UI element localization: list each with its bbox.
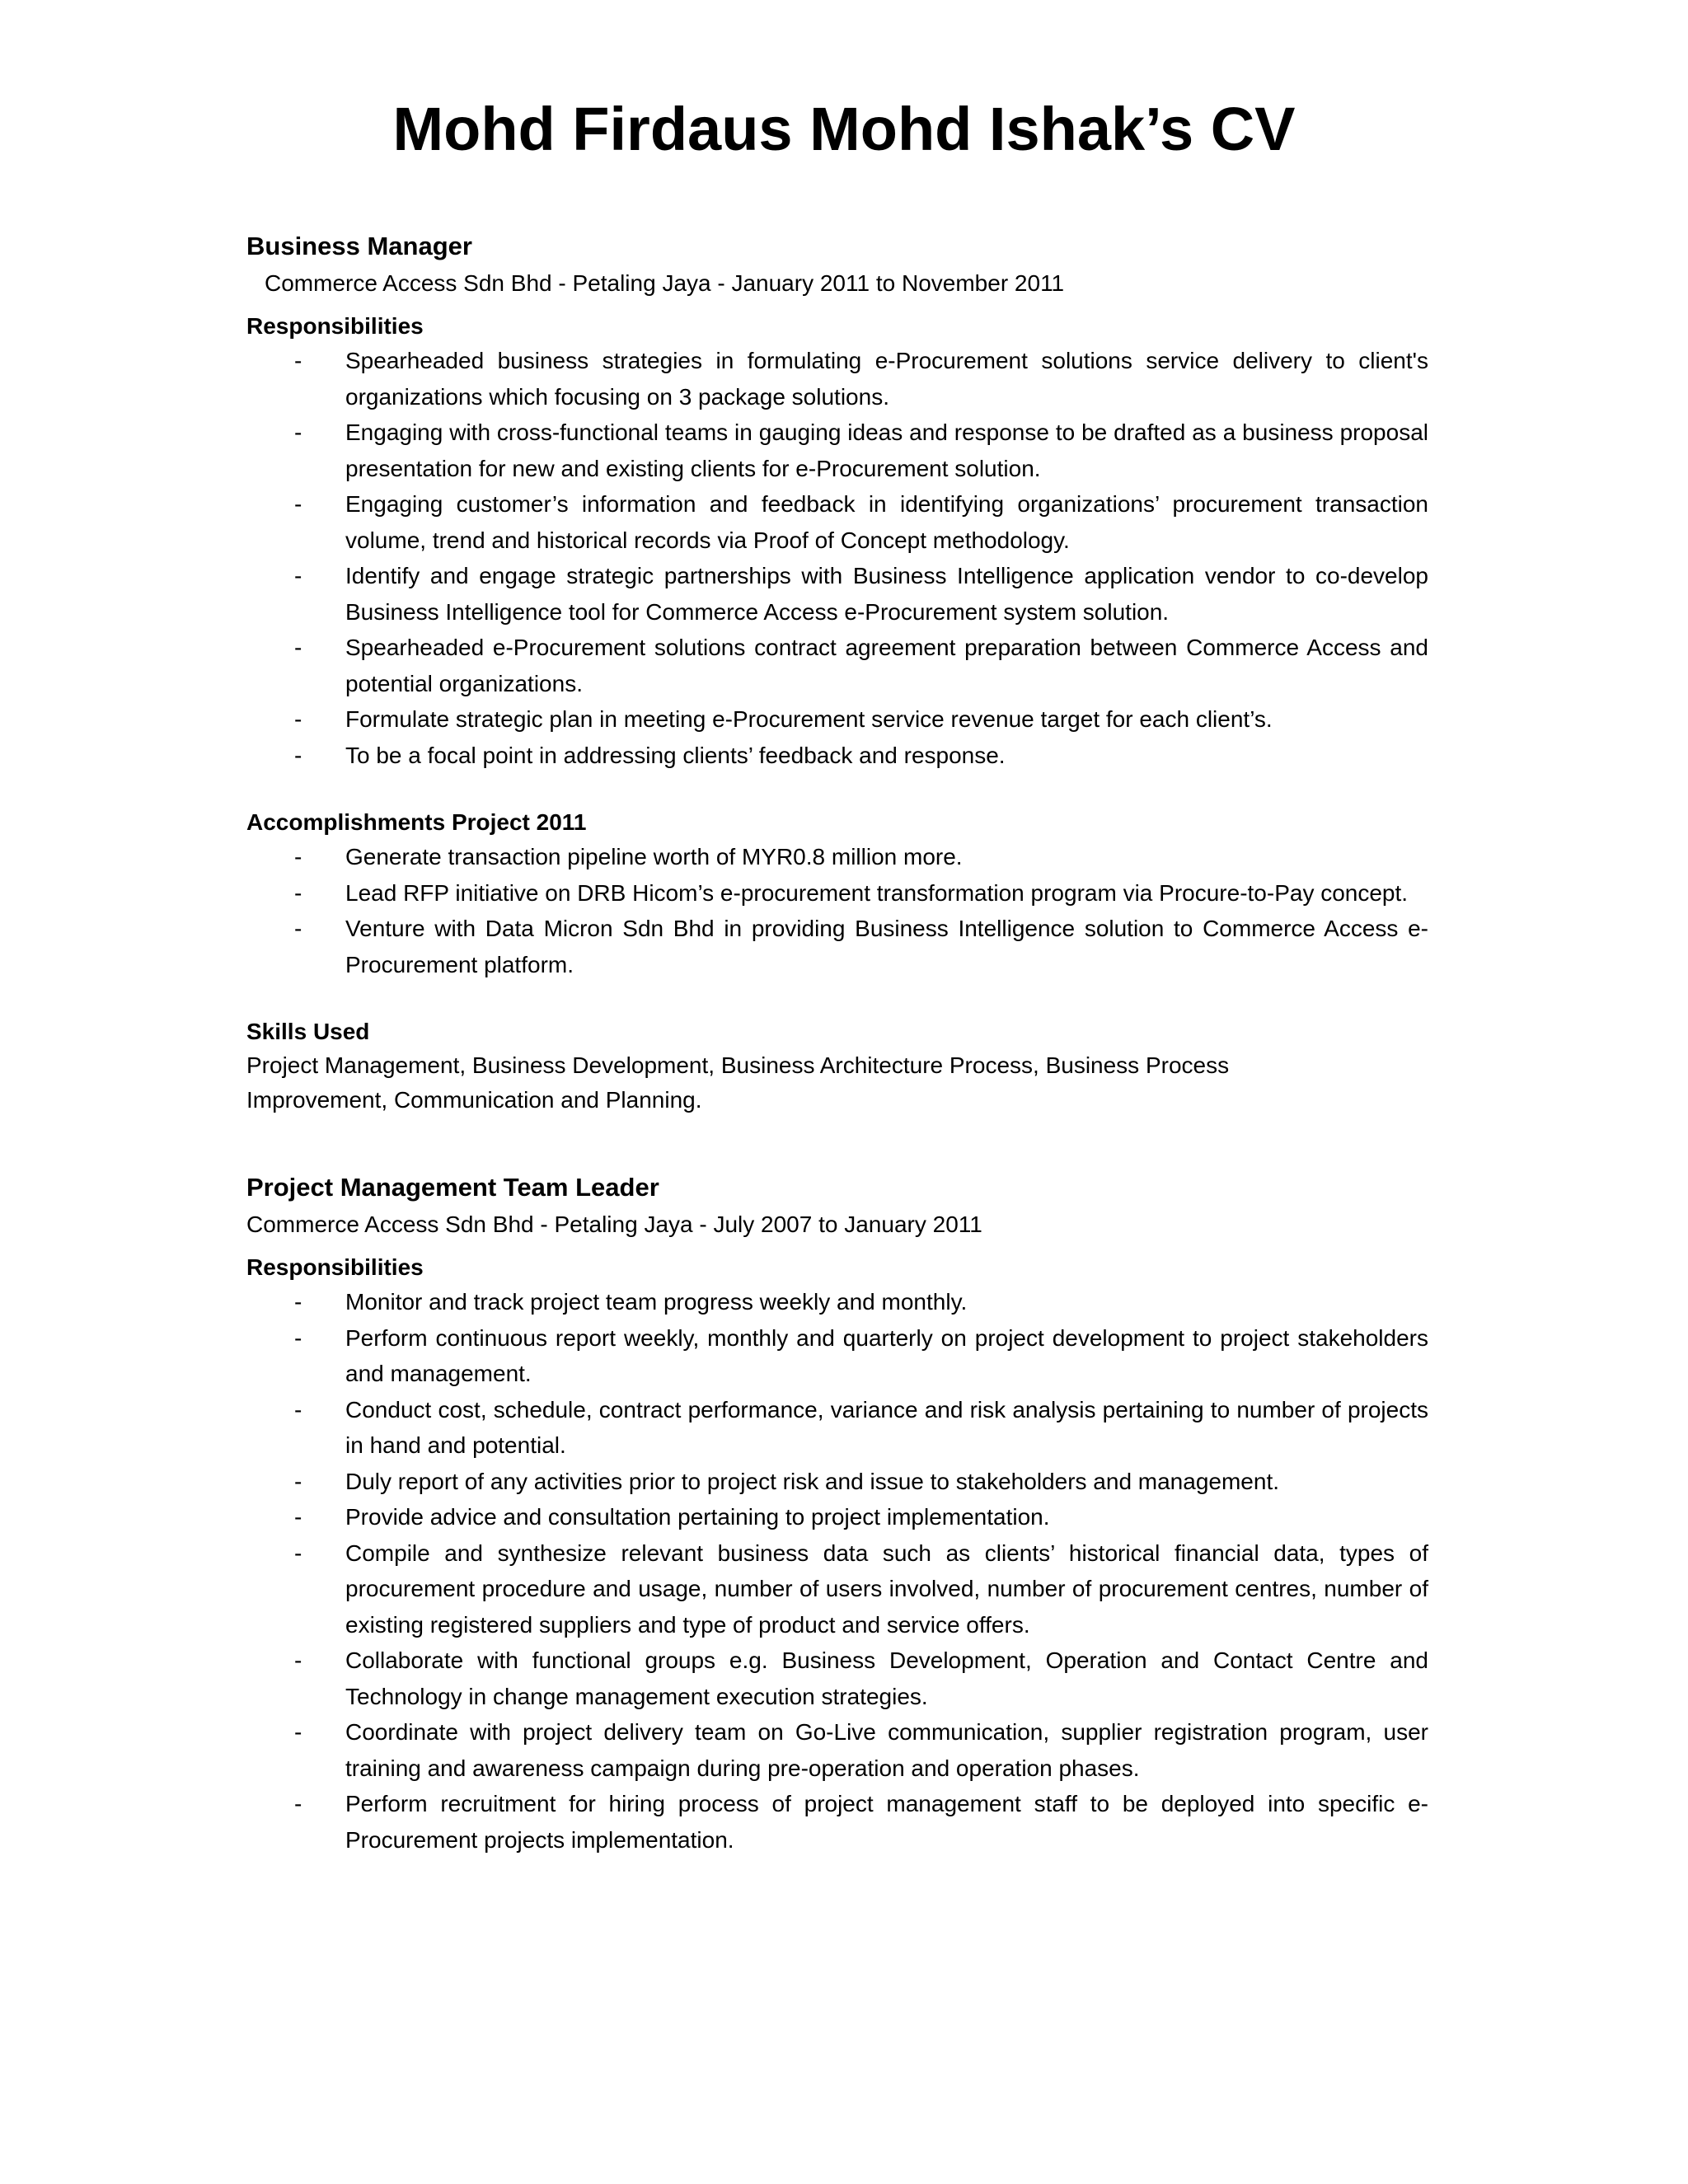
bullet-dash: -: [294, 844, 302, 869]
list-item-text: Monitor and track project team progress weekly and monthly.: [345, 1289, 968, 1315]
list-item: [246, 701, 1428, 738]
list-item: [246, 1392, 1428, 1464]
responsibilities-heading: Responsibilities: [246, 313, 424, 339]
bullet-dash: -: [294, 1647, 302, 1673]
bullet-dash: -: [294, 1289, 302, 1315]
skills-heading: Skills Used: [246, 1019, 370, 1044]
bullet-dash: -: [294, 1540, 302, 1566]
job-title: Project Management Team Leader: [246, 1173, 659, 1202]
list-item-text: Perform recruitment for hiring process of project management staff to be deployed into specific e-Procurement projects implementation.: [345, 1791, 1428, 1853]
bullet-dash: -: [294, 879, 302, 906]
bullet-dash: -: [294, 491, 302, 517]
bullet-dash: -: [294, 1468, 302, 1494]
list-item: [246, 911, 1428, 982]
job-business-manager: [246, 226, 1428, 1118]
list-item: [246, 875, 1428, 912]
bullet-dash: -: [294, 419, 302, 445]
bullet-dash: -: [294, 1504, 302, 1530]
list-item: [246, 1535, 1428, 1643]
list-item: [246, 839, 1428, 875]
list-item: [246, 1786, 1428, 1858]
bullet-dash: -: [294, 706, 302, 732]
job-meta: Commerce Access Sdn Bhd - Petaling Jaya - January 2011 to November 2011: [265, 270, 1065, 296]
list-item-text: Provide advice and consultation pertaining to project implementation.: [345, 1504, 1050, 1530]
list-item-text: Spearheaded e-Procurement solutions contract agreement preparation between Commerce Access and potential organizations.: [345, 635, 1428, 696]
list-item: [246, 1643, 1428, 1714]
list-item: [246, 558, 1428, 630]
list-item: [246, 1464, 1428, 1500]
list-item-text: Lead RFP initiative on DRB Hicom’s e-procurement transformation program via Procure-to-Pay concept.: [345, 879, 1409, 906]
list-item-text: Formulate strategic plan in meeting e-Procurement service revenue target for each client’s.: [345, 706, 1273, 732]
list-item-text: To be a focal point in addressing clients’ feedback and response.: [345, 742, 1006, 768]
list-item-text: Spearheaded business strategies in formulating e-Procurement solutions service delivery to client's organizations which focusing on 3 package solutions.: [345, 348, 1428, 410]
bullet-dash: -: [294, 1396, 302, 1422]
bullet-dash: -: [294, 1324, 302, 1351]
list-item: [246, 630, 1428, 701]
cv-title: Mohd Firdaus Mohd Ishak’s CV: [392, 95, 1296, 163]
list-item-text: Venture with Data Micron Sdn Bhd in providing Business Intelligence solution to Commerce Access e-Procurement platform.: [345, 916, 1428, 977]
bullet-dash: -: [294, 348, 302, 373]
list-item: [246, 1320, 1428, 1392]
list-item-text: Coordinate with project delivery team on Go-Live communication, supplier registration program, user training and awareness campaign during pre-operation and operation phases.: [345, 1719, 1428, 1781]
responsibilities-list: [246, 343, 1428, 773]
bullet-dash: -: [294, 742, 302, 768]
list-item: [246, 486, 1428, 558]
list-item-text: Perform continuous report weekly, monthly and quarterly on project development to project stakeholders and management.: [345, 1324, 1428, 1386]
list-item-text: Engaging customer’s information and feedback in identifying organizations’ procurement transaction volume, trend and historical records via Proof of Concept methodology.: [345, 491, 1428, 553]
bullet-dash: -: [294, 916, 302, 941]
cv-content: [246, 226, 1428, 1858]
skills-text: Project Management, Business Development, Business Architecture Process, Business Process Improvement, Communication and Planning.: [246, 1052, 1230, 1113]
job-title: Business Manager: [246, 232, 472, 260]
list-item: [246, 738, 1428, 774]
job-meta: Commerce Access Sdn Bhd - Petaling Jaya - July 2007 to January 2011: [246, 1212, 982, 1237]
list-item-text: Generate transaction pipeline worth of MYR0.8 million more.: [345, 844, 963, 869]
responsibilities-heading: Responsibilities: [246, 1254, 424, 1280]
accomplishments-heading: Accomplishments Project 2011: [246, 809, 587, 835]
bullet-dash: -: [294, 1791, 302, 1816]
list-item-text: Conduct cost, schedule, contract performance, variance and risk analysis pertaining to number of projects in hand and potential.: [345, 1396, 1428, 1458]
list-item-text: Engaging with cross-functional teams in gauging ideas and response to be drafted as a business proposal presentation for new and existing clients for e-Procurement solution.: [345, 419, 1428, 481]
list-item-text: Collaborate with functional groups e.g. Business Development, Operation and Contact Centre and Technology in change management execution strategies.: [345, 1647, 1428, 1709]
job-project-management-team-leader: [246, 1167, 1428, 1858]
bullet-dash: -: [294, 563, 302, 588]
responsibilities-list: [246, 1284, 1428, 1858]
list-item: [246, 1499, 1428, 1535]
list-item: [246, 343, 1428, 415]
list-item: [246, 1284, 1428, 1320]
list-item: [246, 415, 1428, 486]
list-item-text: Duly report of any activities prior to project risk and issue to stakeholders and management.: [345, 1468, 1280, 1494]
list-item-text: Identify and engage strategic partnerships with Business Intelligence application vendor to co-develop Business Intelligence tool for Commerce Access e-Procurement system solution.: [345, 563, 1428, 625]
bullet-dash: -: [294, 635, 302, 660]
list-item-text: Compile and synthesize relevant business data such as clients’ historical financial data, types of procurement procedure and usage, number of users involved, number of procurement centres, number of existing registered suppliers and type of product and service offers.: [345, 1540, 1428, 1638]
accomplishments-list: [246, 839, 1428, 982]
bullet-dash: -: [294, 1719, 302, 1745]
list-item: [246, 1714, 1428, 1786]
